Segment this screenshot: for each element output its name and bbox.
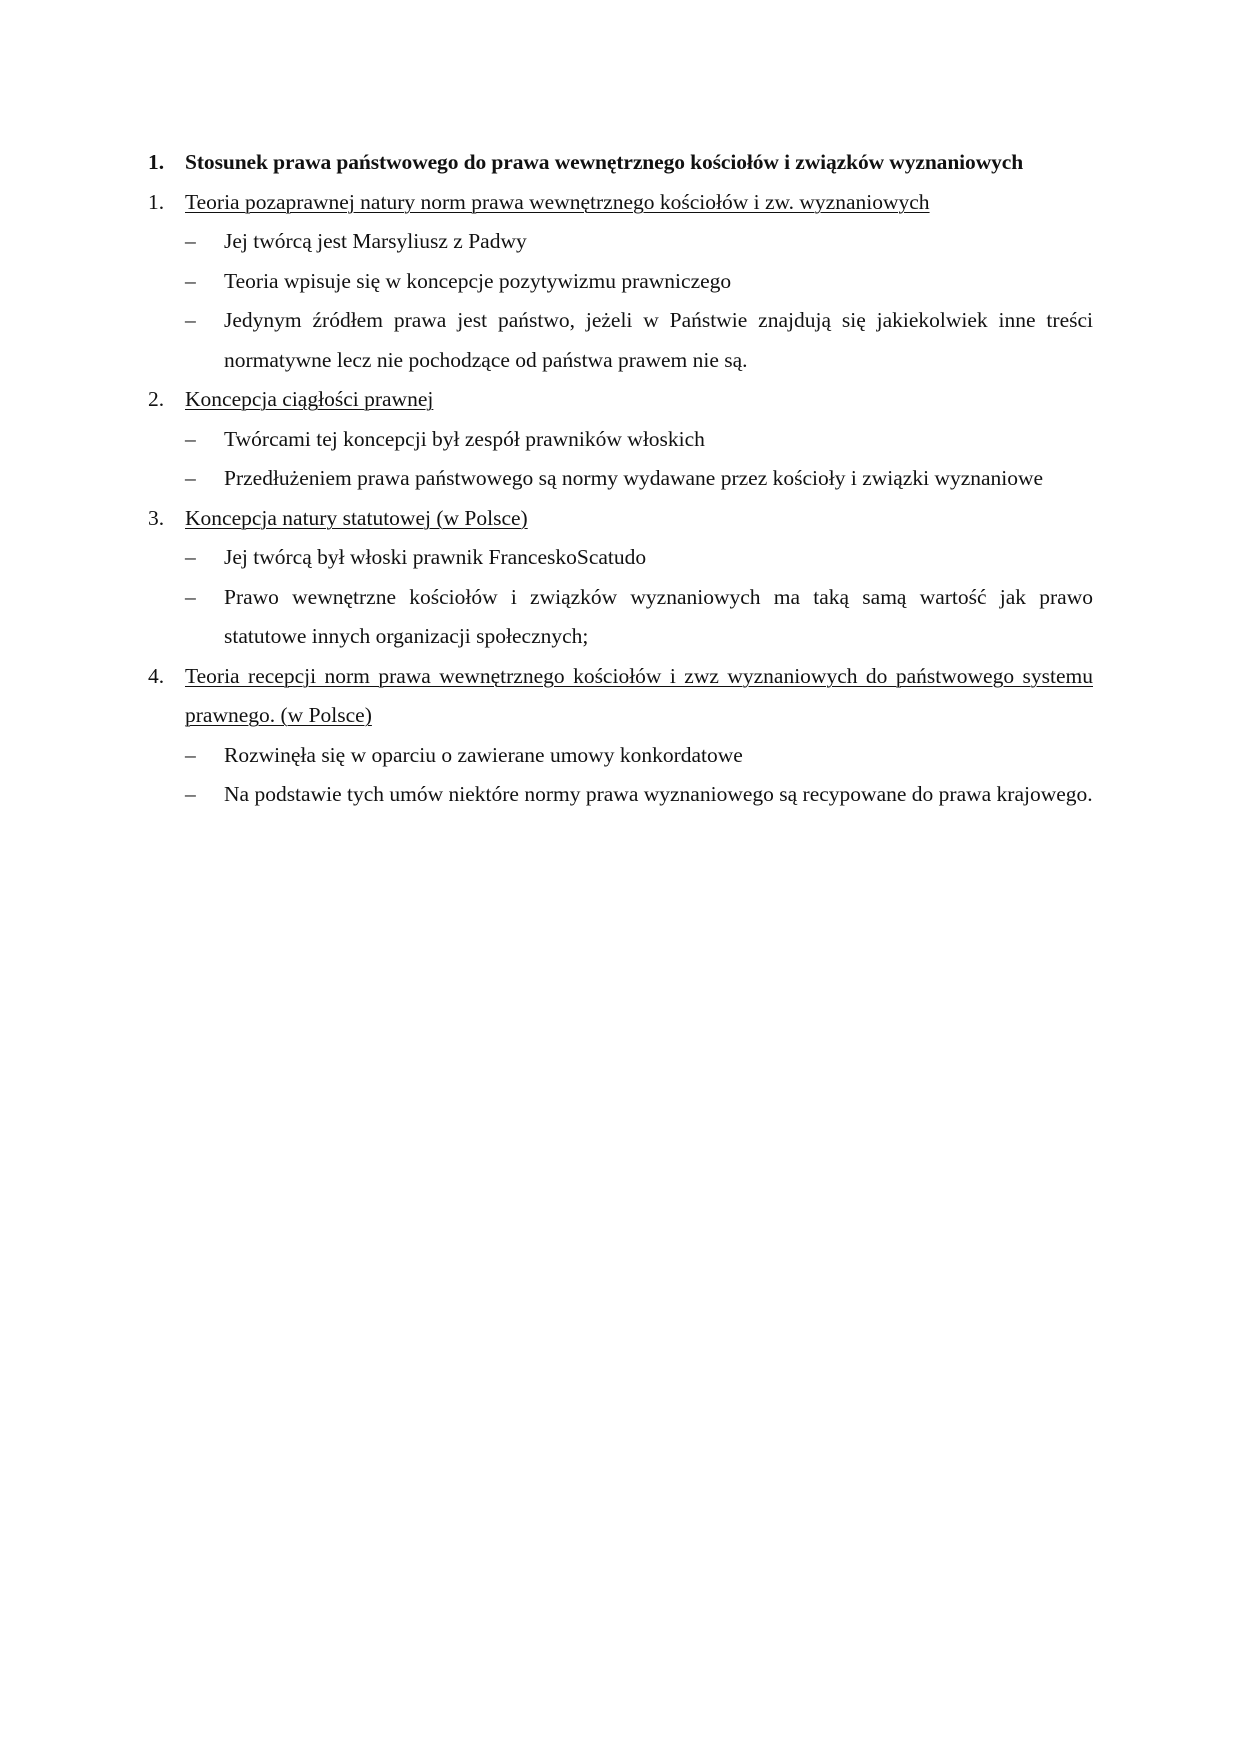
- section-title: Teoria recepcji norm prawa wewnętrznego kościołów i zwz wyznaniowych do państwowego systemu prawnego. (w Polsce): [185, 663, 1093, 727]
- section-4: [148, 657, 1093, 815]
- list-item: [148, 538, 1093, 578]
- bullet-list: [148, 736, 1093, 815]
- dash-marker: –: [185, 308, 196, 332]
- section-heading: [148, 183, 1093, 223]
- section-number: 3.: [148, 505, 165, 530]
- section-1: [148, 183, 1093, 381]
- section-title: Koncepcja natury statutowej (w Polsce): [185, 505, 528, 530]
- list-item: [148, 420, 1093, 460]
- bullet-list: [148, 222, 1093, 380]
- section-heading: [148, 499, 1093, 539]
- dash-marker: –: [185, 229, 196, 253]
- list-item: [148, 736, 1093, 776]
- list-item-text: Na podstawie tych umów niektóre normy prawa wyznaniowego są recypowane do prawa krajowego.: [224, 782, 1093, 806]
- bullet-list: [148, 538, 1093, 657]
- section-number: 1.: [148, 189, 165, 214]
- section-3: [148, 499, 1093, 657]
- list-item: [148, 459, 1093, 499]
- list-item: [148, 578, 1093, 657]
- heading-number: 1.: [148, 150, 165, 174]
- list-item-text: Jej twórcą jest Marsyliusz z Padwy: [224, 229, 527, 253]
- list-item-text: Prawo wewnętrzne kościołów i związków wyznaniowych ma taką samą wartość jak prawo statutowe innych organizacji społecznych;: [224, 584, 1093, 648]
- list-item-text: Jedynym źródłem prawa jest państwo, jeżeli w Państwie znajdują się jakiekolwiek inne treści normatywne lecz nie pochodzące od państwa prawem nie są.: [224, 308, 1093, 372]
- list-item-text: Rozwinęła się w oparciu o zawierane umowy konkordatowe: [224, 742, 743, 767]
- dash-marker: –: [185, 426, 196, 451]
- document-body: [148, 143, 1093, 815]
- dash-marker: –: [185, 466, 196, 490]
- list-item: [148, 262, 1093, 302]
- list-item: [148, 301, 1093, 380]
- document-heading: [148, 143, 1093, 183]
- dash-marker: –: [185, 268, 196, 293]
- section-title: Teoria pozaprawnej natury norm prawa wewnętrznego kościołów i zw. wyznaniowych: [185, 189, 930, 214]
- section-number: 4.: [148, 663, 165, 688]
- section-title: Koncepcja ciągłości prawnej: [185, 387, 434, 411]
- list-item-text: Przedłużeniem prawa państwowego są normy wydawane przez kościoły i związki wyznaniowe: [224, 466, 1044, 490]
- list-item-text: Twórcami tej koncepcji był zespół prawników włoskich: [224, 426, 705, 451]
- section-heading: [148, 380, 1093, 420]
- list-item: [148, 775, 1093, 815]
- list-item-text: Jej twórcą był włoski prawnik FranceskoScatudo: [224, 545, 647, 569]
- section-number: 2.: [148, 387, 165, 411]
- section-2: [148, 380, 1093, 499]
- dash-marker: –: [185, 545, 196, 569]
- dash-marker: –: [185, 782, 196, 806]
- list-item: [148, 222, 1093, 262]
- heading-text: Stosunek prawa państwowego do prawa wewnętrznego kościołów i związków wyznaniowych: [185, 150, 1024, 174]
- list-item-text: Teoria wpisuje się w koncepcje pozytywizmu prawniczego: [224, 268, 732, 293]
- dash-marker: –: [185, 742, 196, 767]
- section-heading: [148, 657, 1093, 736]
- dash-marker: –: [185, 584, 196, 609]
- bullet-list: [148, 420, 1093, 499]
